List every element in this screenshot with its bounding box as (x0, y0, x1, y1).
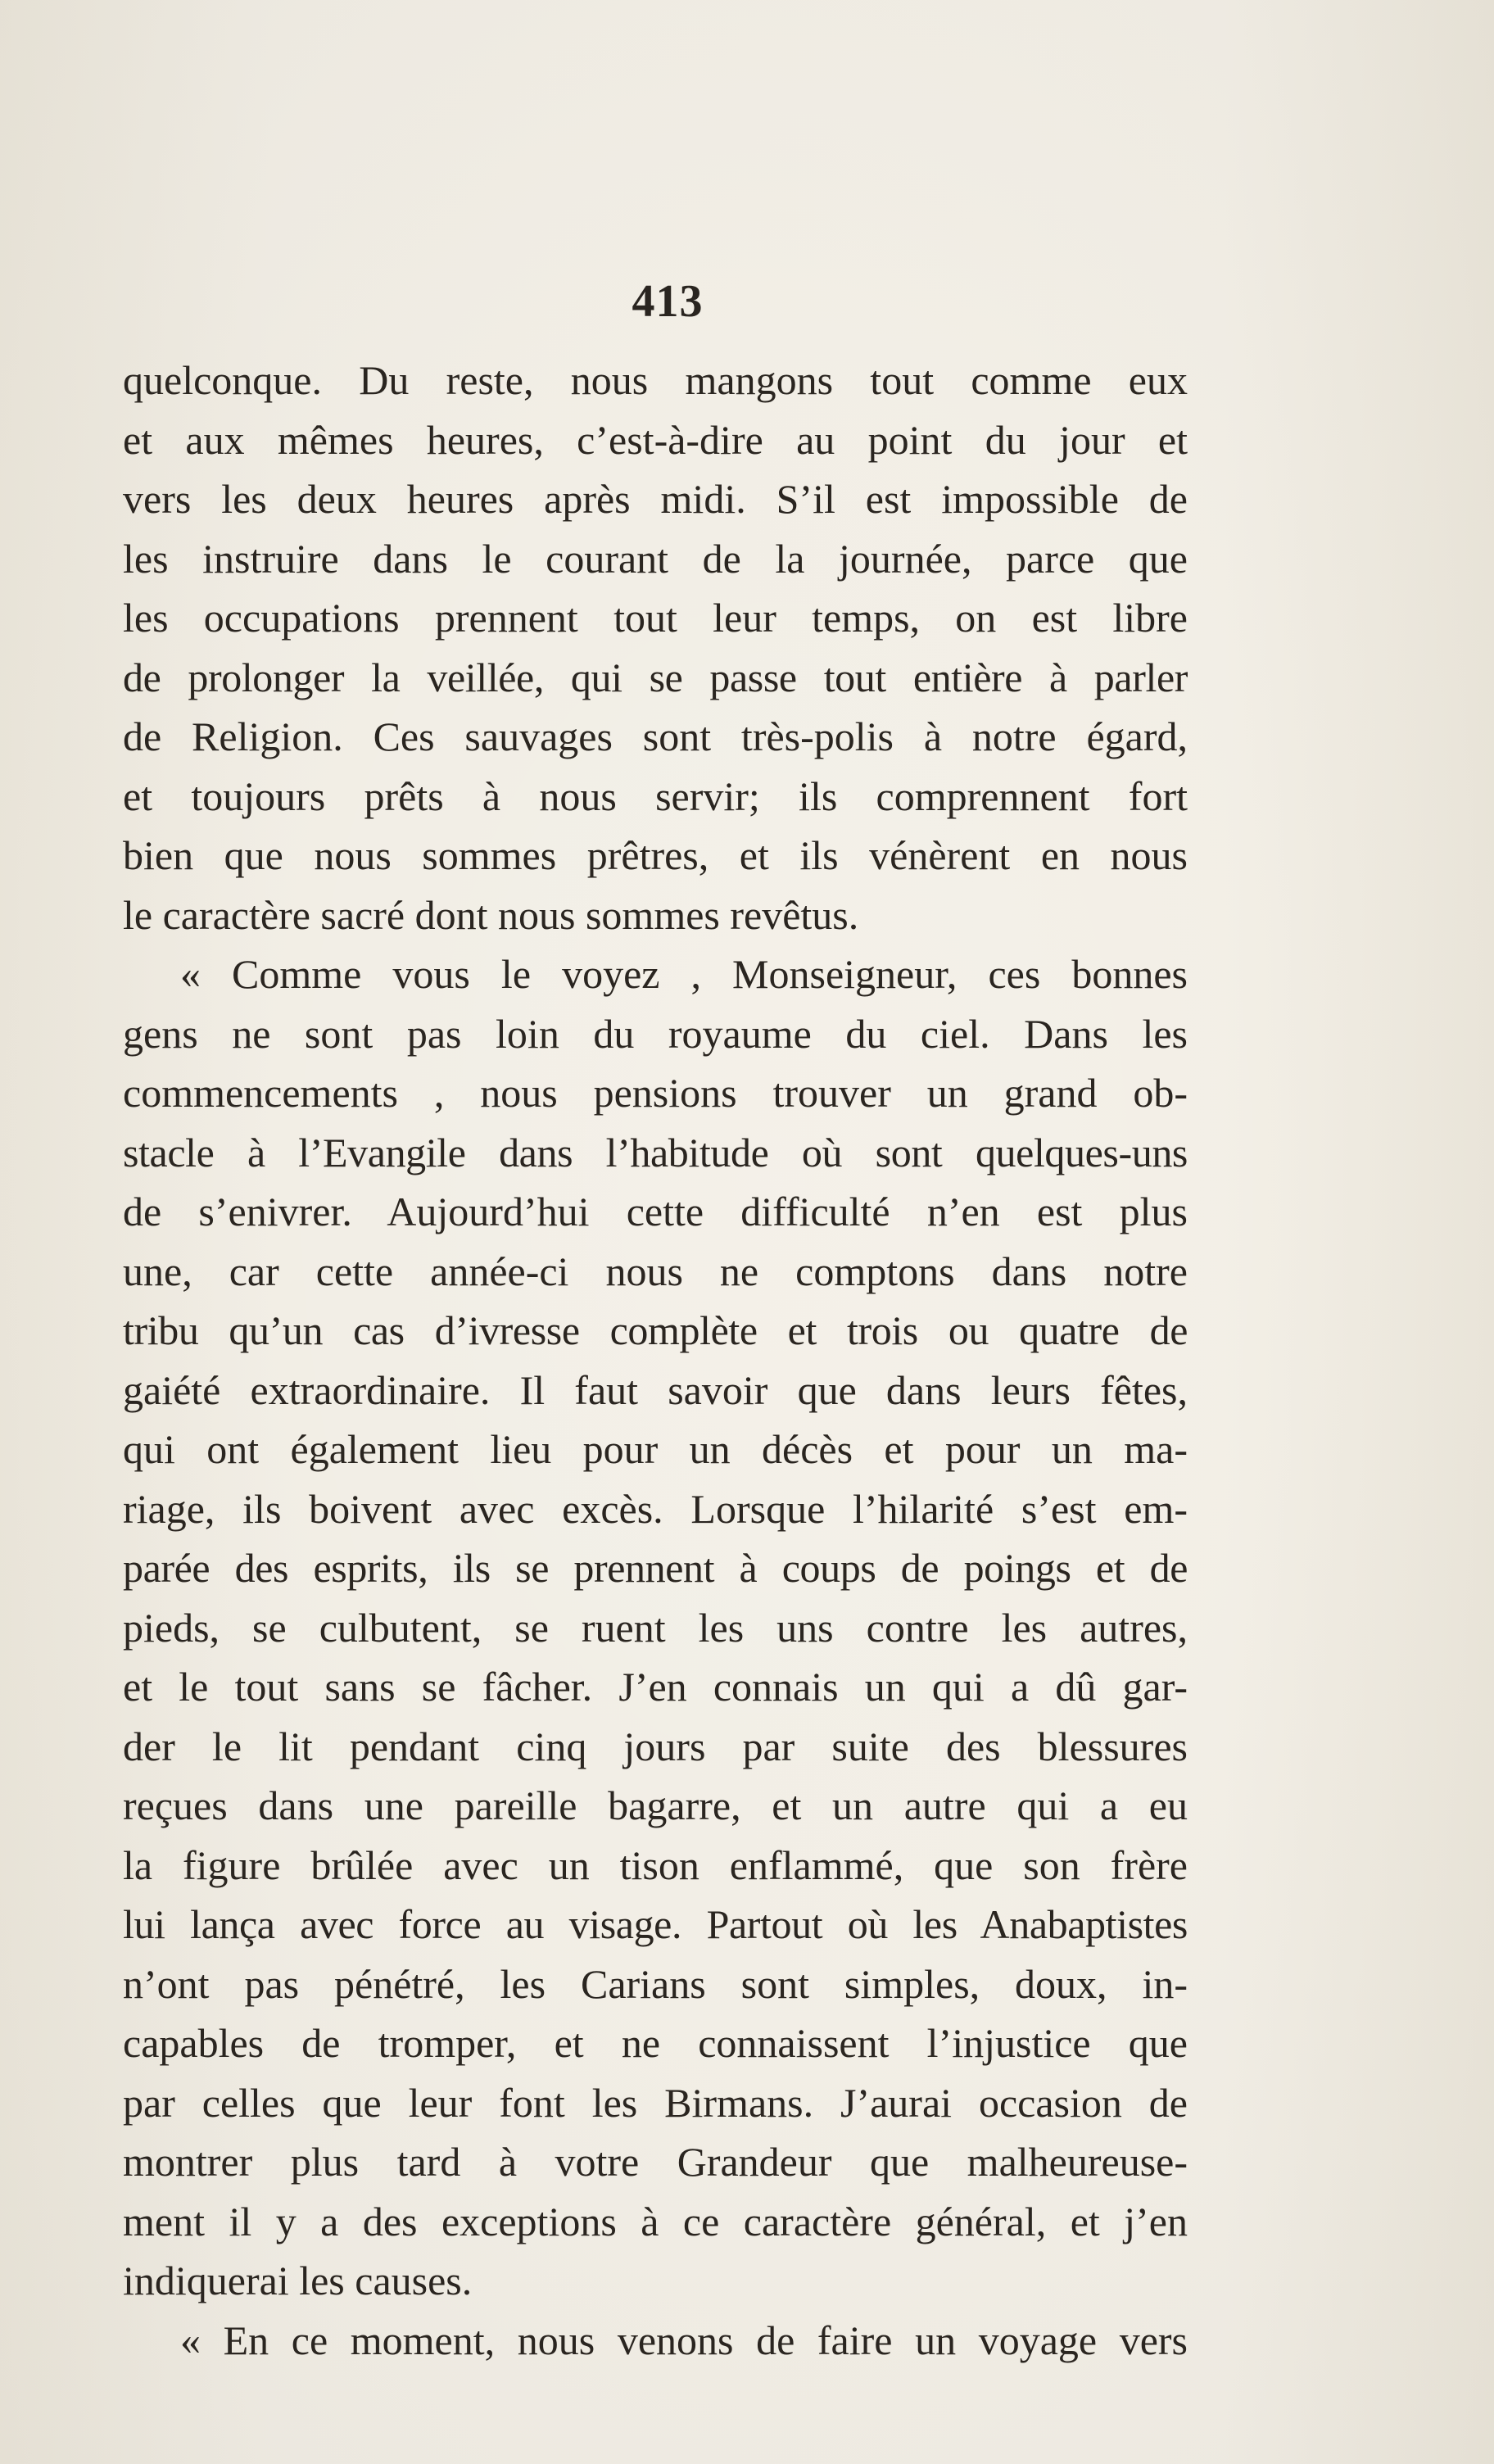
text-line: et aux mêmes heures, c’est-à-dire au point du jour et (123, 416, 1188, 463)
body-text (123, 351, 1188, 2370)
text-line: les instruire dans le courant de la journée, parce que (123, 535, 1188, 582)
text-line: n’ont pas pénétré, les Carians sont simples, doux, in- (123, 1960, 1188, 2007)
text-line: vers les deux heures après midi. S’il est impossible de (123, 476, 1188, 522)
text-line: tribu qu’un cas d’ivresse complète et trois ou quatre de (123, 1307, 1188, 1353)
text-line: la figure brûlée avec un tison enflammé, que son frère (123, 1841, 1188, 1888)
text-line: de Religion. Ces sauvages sont très-polis à notre égard, (123, 713, 1188, 759)
text-line: « En ce moment, nous venons de faire un voyage vers (180, 2317, 1188, 2363)
text-line: de s’enivrer. Aujourd’hui cette difficulté n’en est plus (123, 1189, 1188, 1234)
text-line: bien que nous sommes prêtres, et ils vénèrent en nous (123, 832, 1188, 878)
text-line: pieds, se culbutent, se ruent les uns contre les autres, (123, 1604, 1188, 1651)
text-line: gens ne sont pas loin du royaume du ciel. Dans les (123, 1010, 1188, 1057)
text-line: der le lit pendant cinq jours par suite des blessures (123, 1723, 1188, 1769)
text-line: une, car cette année-ci nous ne comptons dans notre (123, 1248, 1188, 1294)
text-line: reçues dans une pareille bagarre, et un autre qui a eu (123, 1782, 1188, 1828)
text-line: stacle à l’Evangile dans l’habitude où sont quelques-uns (123, 1129, 1188, 1175)
text-line: ment il y a des exceptions à ce caractère général, et j’en (123, 2198, 1188, 2244)
text-line: de prolonger la veillée, qui se passe tout entière à parler (123, 654, 1188, 700)
text-line: lui lança avec force au visage. Partout où les Anabaptistes (123, 1901, 1188, 1947)
text-line: et le tout sans se fâcher. J’en connais un qui a dû gar- (123, 1664, 1188, 1710)
text-line: capables de tromper, et ne connaissent l’injustice que (123, 2020, 1188, 2066)
text-line: le caractère sacré dont nous sommes revêtus. (123, 891, 859, 938)
text-line: montrer plus tard à votre Grandeur que malheureuse- (123, 2139, 1188, 2185)
text-line: et toujours prêts à nous servir; ils comprennent fort (123, 772, 1188, 819)
text-line: qui ont également lieu pour un décès et pour un ma- (123, 1426, 1188, 1472)
text-line: quelconque. Du reste, nous mangons tout comme eux (123, 357, 1188, 403)
text-line: les occupations prennent tout leur temps, on est libre (123, 595, 1188, 641)
text-line: commencements , nous pensions trouver un grand ob- (123, 1070, 1188, 1116)
page-number: 413 (632, 276, 704, 327)
text-line: gaiété extraordinaire. Il faut savoir que dans leurs fêtes, (123, 1366, 1188, 1413)
text-line: « Comme vous le voyez , Monseigneur, ces bonnes (180, 951, 1188, 997)
text-line: parée des esprits, ils se prennent à coups de poings et de (123, 1545, 1188, 1591)
text-line: riage, ils boivent avec excès. Lorsque l’hilarité s’est em- (123, 1485, 1188, 1532)
text-line: indiquerai les causes. (123, 2258, 473, 2303)
text-line: par celles que leur font les Birmans. J’aurai occasion de (123, 2079, 1188, 2126)
